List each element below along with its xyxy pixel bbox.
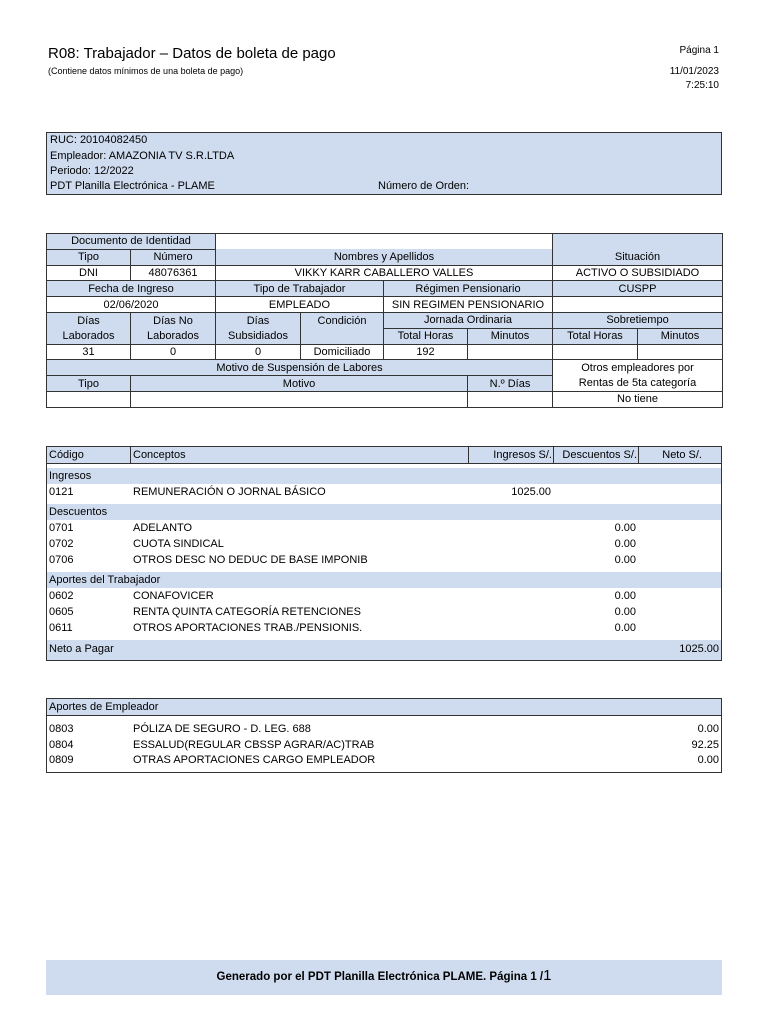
motivo [131, 391, 468, 407]
row-code: 0803 [49, 723, 74, 735]
situacion-header-top [553, 234, 723, 250]
row-concept: OTROS APORTACIONES TRAB./PENSIONIS. [133, 622, 363, 634]
jornada-horas-header: Total Horas [384, 328, 468, 344]
page-number: Página 1 [679, 45, 719, 56]
section-label: Ingresos [49, 470, 92, 482]
worker-data-table [46, 233, 723, 408]
employer-name: Empleador: AMAZONIA TV S.R.LTDA [50, 150, 235, 162]
order-number-label: Número de Orden: [378, 180, 470, 192]
section-label: Descuentos [49, 506, 108, 518]
dias-subsidiados-header-2: Subsidiados [216, 328, 301, 344]
col-ingresos: Ingresos S/. [493, 449, 552, 461]
situacion-header: Situación [553, 249, 723, 265]
jornada-header: Jornada Ordinaria [384, 312, 553, 328]
worker-names: VIKKY KARR CABALLERO VALLES [216, 265, 553, 281]
row-descuento: 0.00 [614, 538, 636, 550]
row-value: 92.25 [691, 739, 719, 751]
row-code: 0809 [49, 754, 74, 766]
col-codigo: Código [49, 449, 84, 461]
condicion-header: Condición [301, 312, 384, 328]
report-date: 11/01/2023 [669, 66, 719, 77]
sobretiempo-header: Sobretiempo [553, 312, 723, 328]
page-footer [46, 960, 722, 995]
cuspp-header: CUSPP [553, 281, 723, 297]
row-code: 0611 [49, 622, 73, 634]
period: Periodo: 12/2022 [50, 165, 134, 177]
page-title: R08: Trabajador – Datos de boleta de pago [48, 45, 336, 62]
table-row [47, 752, 721, 768]
section-ingresos [47, 468, 721, 484]
condicion-header-bottom [301, 328, 384, 344]
report-time: 7:25:10 [685, 80, 719, 91]
row-descuento: 0.00 [614, 522, 636, 534]
dias-laborados-header-2: Laborados [47, 328, 131, 344]
source: PDT Planilla Electrónica - PLAME [50, 180, 215, 192]
row-concept: REMUNERACIÓN O JORNAL BÁSICO [133, 486, 326, 498]
dias-subsidiados: 0 [216, 344, 301, 360]
fecha-ingreso-header: Fecha de Ingreso [47, 281, 216, 297]
names-header-top [216, 234, 553, 250]
row-code: 0804 [49, 739, 74, 751]
ruc: RUC: 20104082450 [50, 134, 148, 146]
row-code: 0121 [49, 486, 74, 498]
table-row [47, 588, 721, 604]
row-concept: OTRAS APORTACIONES CARGO EMPLEADOR [133, 754, 376, 766]
condicion: Domiciliado [301, 344, 384, 360]
row-concept: PÓLIZA DE SEGURO - D. LEG. 688 [133, 723, 311, 735]
names-header: Nombres y Apellidos [216, 249, 553, 265]
jornada-horas: 192 [384, 344, 468, 360]
jornada-minutos [468, 344, 553, 360]
dias-no-laborados: 0 [131, 344, 216, 360]
n-dias-header: N.º Días [468, 376, 553, 392]
doc-number: 48076361 [131, 265, 216, 281]
employer-contributions-header [47, 699, 721, 716]
section-aportes-trabajador [47, 572, 721, 588]
col-conceptos: Conceptos [133, 449, 186, 461]
row-concept: OTROS DESC NO DEDUC DE BASE IMPONIB [133, 554, 368, 566]
row-concept: ESSALUD(REGULAR CBSSP AGRAR/AC)TRAB [133, 739, 375, 751]
row-descuento: 0.00 [614, 606, 636, 618]
row-ingreso: 1025.00 [511, 486, 551, 498]
motivo-tipo-header: Tipo [47, 376, 131, 392]
dias-subsidiados-header-1: Días [216, 312, 301, 328]
dias-laborados-header-1: Días [47, 312, 131, 328]
n-dias [468, 391, 553, 407]
table-row [47, 520, 721, 536]
cuspp [553, 297, 723, 313]
otros-empleadores: No tiene [553, 391, 723, 407]
sobretiempo-minutos [638, 344, 723, 360]
section-descuentos [47, 504, 721, 520]
row-descuento: 0.00 [614, 590, 636, 602]
dias-no-laborados-header-1: Días No [131, 312, 216, 328]
table-row [47, 536, 721, 552]
table-row [47, 620, 721, 636]
concepts-table [46, 446, 722, 661]
dias-no-laborados-header-2: Laborados [131, 328, 216, 344]
sobretiempo-minutos-header: Minutos [638, 328, 723, 344]
employer-contributions-label: Aportes de Empleador [49, 701, 159, 713]
sobretiempo-horas-header: Total Horas [553, 328, 638, 344]
otros-empleadores-header-1: Otros empleadores por [553, 360, 723, 376]
page-subtitle: (Contiene datos mínimos de una boleta de pago) [48, 66, 244, 76]
regimen-header: Régimen Pensionario [384, 281, 553, 297]
suspension-header: Motivo de Suspensión de Labores [47, 360, 553, 376]
table-row [47, 484, 721, 500]
tipo-trabajador: EMPLEADO [216, 297, 384, 313]
row-concept: CONAFOVICER [133, 590, 214, 602]
neto-label: Neto a Pagar [49, 643, 114, 655]
otros-empleadores-header-2: Rentas de 5ta categoría [553, 376, 723, 392]
row-concept: RENTA QUINTA CATEGORÍA RETENCIONES [133, 606, 361, 618]
row-code: 0702 [49, 538, 74, 550]
fecha-ingreso: 02/06/2020 [47, 297, 216, 313]
table-row [47, 604, 721, 620]
footer-text: Generado por el PDT Planilla Electrónica PLAME. Página 1 / [216, 971, 544, 983]
jornada-minutos-header: Minutos [468, 328, 553, 344]
tipo-trabajador-header: Tipo de Trabajador [216, 281, 384, 297]
row-value: 0.00 [697, 754, 719, 766]
neto-value: 1025.00 [679, 643, 719, 655]
row-code: 0605 [49, 606, 74, 618]
col-neto: Neto S/. [662, 449, 702, 461]
row-code: 0706 [49, 554, 74, 566]
employer-contributions-table [46, 698, 722, 773]
sobretiempo-horas [553, 344, 638, 360]
col-descuentos: Descuentos S/. [562, 449, 637, 461]
table-row [47, 737, 721, 753]
doc-number-header: Número [131, 249, 216, 265]
row-descuento: 0.00 [614, 554, 636, 566]
doc-identity-header: Documento de Identidad [47, 234, 216, 250]
neto-a-pagar-row [47, 640, 721, 660]
motivo-header: Motivo [131, 376, 468, 392]
table-row [47, 552, 721, 568]
table-row [47, 721, 721, 737]
worker-situacion: ACTIVO O SUBSIDIADO [553, 265, 723, 281]
row-code: 0602 [49, 590, 74, 602]
row-descuento: 0.00 [614, 622, 636, 634]
motivo-tipo [47, 391, 131, 407]
doc-type: DNI [47, 265, 131, 281]
footer-total-pages: 1 [543, 967, 552, 984]
row-code: 0701 [49, 522, 74, 534]
doc-type-header: Tipo [47, 249, 131, 265]
row-value: 0.00 [697, 723, 719, 735]
row-concept: ADELANTO [133, 522, 193, 534]
employer-info-box [46, 132, 722, 195]
regimen: SIN REGIMEN PENSIONARIO [384, 297, 553, 313]
section-label: Aportes del Trabajador [49, 574, 161, 586]
row-concept: CUOTA SINDICAL [133, 538, 224, 550]
concepts-header-row [47, 447, 721, 464]
dias-laborados: 31 [47, 344, 131, 360]
